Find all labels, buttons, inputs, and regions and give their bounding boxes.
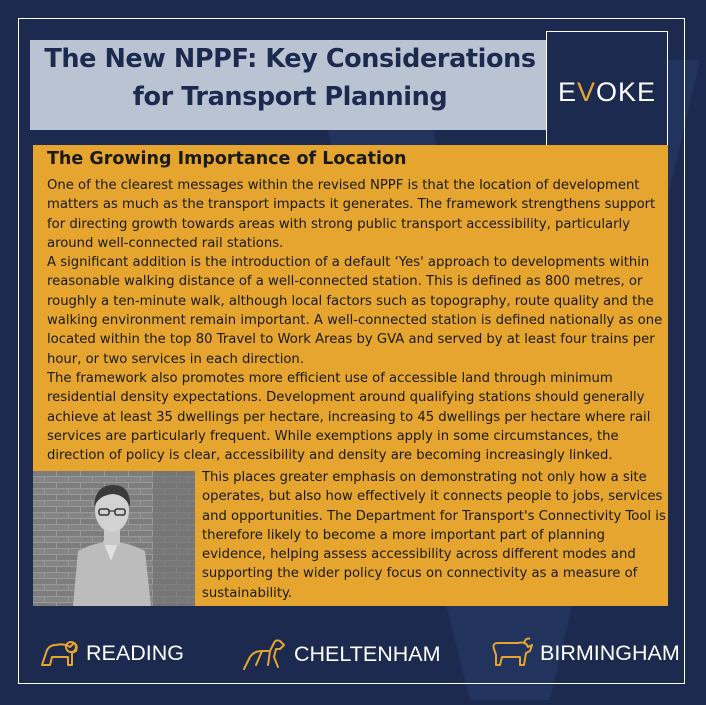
office-label: READING [86, 640, 184, 665]
side-text [202, 468, 668, 603]
page-title [30, 40, 550, 116]
bull-icon [488, 635, 534, 671]
office-reading [38, 635, 184, 671]
evoke-logo [546, 31, 668, 153]
section-heading: The Growing Importance of Location [47, 149, 407, 169]
body-text [47, 176, 667, 465]
lion-icon [38, 635, 80, 671]
office-cheltenham [240, 635, 441, 673]
office-label: BIRMINGHAM [540, 640, 680, 665]
paragraph-2: A significant addition is the introduction of a default ‘Yes' approach to developments within reasonable walking distance of a well-connected station. This is defined as 800 metres, or roughly a ten-minute walk, although local factors such as topography, route quality and the walking environment remain important. A well-connected station is defined nationally as one located within the top 80 Travel to Work Areas by GVA and served by at least four trains per hour, or two services in each direction. [47, 255, 663, 367]
horse-icon [240, 635, 288, 673]
office-locations [0, 635, 706, 685]
office-label: CHELTENHAM [294, 641, 441, 666]
logo-text: EVOKE [557, 76, 657, 107]
title-line-2: for Transport Planning [132, 82, 448, 112]
person-photo [33, 471, 195, 606]
paragraph-1: One of the clearest messages within the revised NPPF is that the location of development matters as much as the transport impacts it generates. The framework strengthens support for directing growth towards areas with strong public transport accessibility, particularly around well-connected rail stations. [47, 178, 656, 251]
paragraph-3: The framework also promotes more efficient use of accessible land through minimum residential density expectations. Development around qualifying stations should generally achieve at least 35 dwellings per hectare, increasing to 45 dwellings per hectare where rail services are particularly frequent. While exemptions apply in some circumstances, the direction of policy is clear, accessibility and density are becoming increasingly linked. [47, 370, 651, 464]
office-birmingham [488, 635, 680, 671]
title-line-1: The New NPPF: Key Considerations [44, 44, 536, 74]
paragraph-4: This places greater emphasis on demonstrating not only how a site operates, but also how effectively it connects people to jobs, services and opportunities. The Department for Transport's Connectivity Tool is therefore likely to become a more important part of planning evidence, helping assess accessibility across different modes and supporting the wider policy focus on connectivity as a measure of sustainability. [202, 470, 666, 601]
logo-accent-letter: V [576, 76, 596, 107]
